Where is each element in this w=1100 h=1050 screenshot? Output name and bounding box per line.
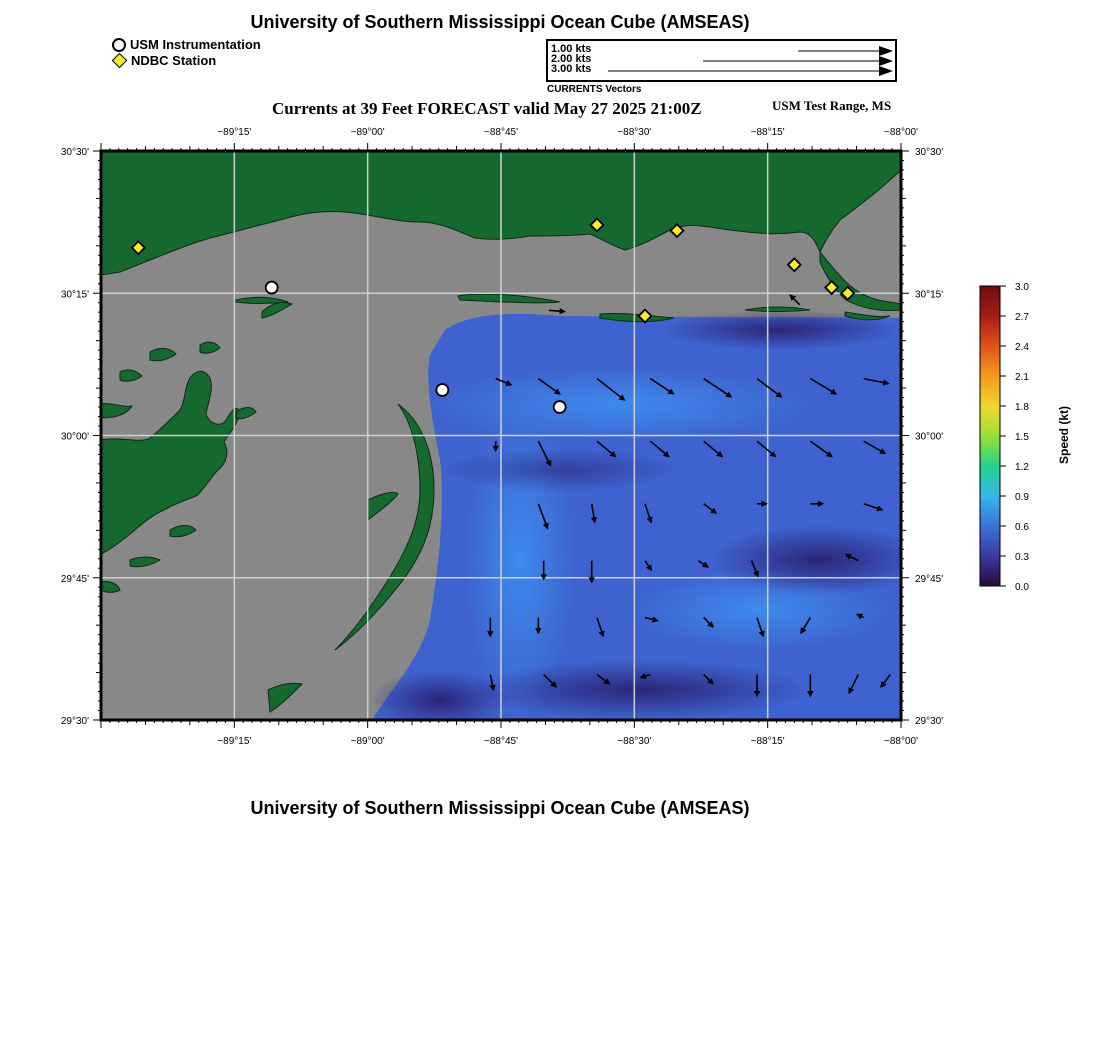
lon-tick-label-top: −88°15' bbox=[750, 127, 785, 138]
lon-tick-label-bottom: −88°15' bbox=[750, 736, 785, 747]
lat-tick-label-left: 30°00' bbox=[60, 431, 89, 443]
lon-tick-label-top: −88°45' bbox=[484, 127, 518, 138]
footer-title: University of Southern Mississippi Ocean Cube (AMSEAS) bbox=[250, 798, 750, 818]
colorbar-tick-label: 0.3 bbox=[1015, 552, 1029, 563]
lon-tick-label-top: −89°15' bbox=[217, 127, 252, 138]
lat-tick-label-right: 30°30' bbox=[915, 147, 944, 158]
forecast-subtitle: Currents at 39 Feet FORECAST valid May 27 2025 21:00Z bbox=[272, 99, 702, 118]
usm-station-marker[interactable] bbox=[436, 384, 448, 396]
slow-current-zone bbox=[470, 660, 810, 720]
region-label: USM Test Range, MS bbox=[772, 98, 892, 113]
lat-tick-label-left: 29°30' bbox=[60, 716, 89, 727]
slow-current-zone bbox=[710, 525, 930, 595]
colorbar-tick-label: 2.7 bbox=[1015, 312, 1029, 323]
lon-tick-label-bottom: −89°00' bbox=[350, 736, 385, 747]
colorbar-tick-label: 0.0 bbox=[1015, 582, 1029, 593]
colorbar-tick-label: 2.1 bbox=[1015, 372, 1029, 383]
colorbar-tick-label: 0.9 bbox=[1015, 492, 1029, 503]
lon-tick-label-top: −88°00' bbox=[884, 127, 918, 138]
lon-tick-label-bottom: −88°00' bbox=[884, 736, 918, 747]
lon-tick-label-top: −89°00' bbox=[350, 127, 385, 138]
lat-tick-label-left: 29°45' bbox=[60, 573, 89, 585]
colorbar bbox=[980, 286, 1000, 586]
lat-tick-label-left: 30°30' bbox=[60, 147, 89, 158]
fast-current-zone bbox=[430, 367, 810, 443]
vector-key-title: CURRENTS Vectors bbox=[547, 84, 642, 95]
lat-tick-label-right: 29°30' bbox=[915, 716, 944, 727]
colorbar-tick-label: 3.0 bbox=[1015, 282, 1029, 293]
lon-tick-label-bottom: −88°45' bbox=[484, 736, 518, 747]
colorbar-tick-label: 1.2 bbox=[1015, 462, 1029, 473]
lat-tick-label-left: 30°15' bbox=[60, 289, 89, 301]
lon-tick-label-bottom: −88°30' bbox=[617, 736, 652, 747]
colorbar-tick-label: 0.6 bbox=[1015, 522, 1029, 533]
colorbar-tick-label: 2.4 bbox=[1015, 342, 1029, 353]
usm-station-marker[interactable] bbox=[554, 401, 566, 413]
lat-tick-label-right: 30°15' bbox=[915, 289, 944, 301]
lon-tick-label-top: −88°30' bbox=[617, 127, 652, 138]
lon-tick-label-bottom: −89°15' bbox=[217, 736, 252, 747]
legend-usm-label: USM Instrumentation bbox=[130, 37, 261, 52]
lat-tick-label-right: 30°00' bbox=[915, 431, 944, 443]
legend-ndbc-label: NDBC Station bbox=[131, 53, 217, 68]
vector-key-label: 3.00 kts bbox=[551, 63, 592, 75]
page-title: University of Southern Mississippi Ocean Cube (AMSEAS) bbox=[250, 12, 750, 32]
lat-tick-label-right: 29°45' bbox=[915, 573, 944, 585]
vector-key-label: 2.00 kts bbox=[551, 53, 592, 65]
colorbar-tick-label: 1.8 bbox=[1015, 402, 1029, 413]
map-area bbox=[101, 151, 930, 730]
colorbar-ticks bbox=[1000, 282, 1029, 593]
slow-current-zone bbox=[440, 448, 680, 492]
colorbar-label: Speed (kt) bbox=[1057, 405, 1072, 465]
colorbar-tick-label: 1.5 bbox=[1015, 432, 1029, 443]
vector-key-label: 1.00 kts bbox=[551, 43, 592, 55]
usm-station-marker[interactable] bbox=[266, 282, 278, 294]
